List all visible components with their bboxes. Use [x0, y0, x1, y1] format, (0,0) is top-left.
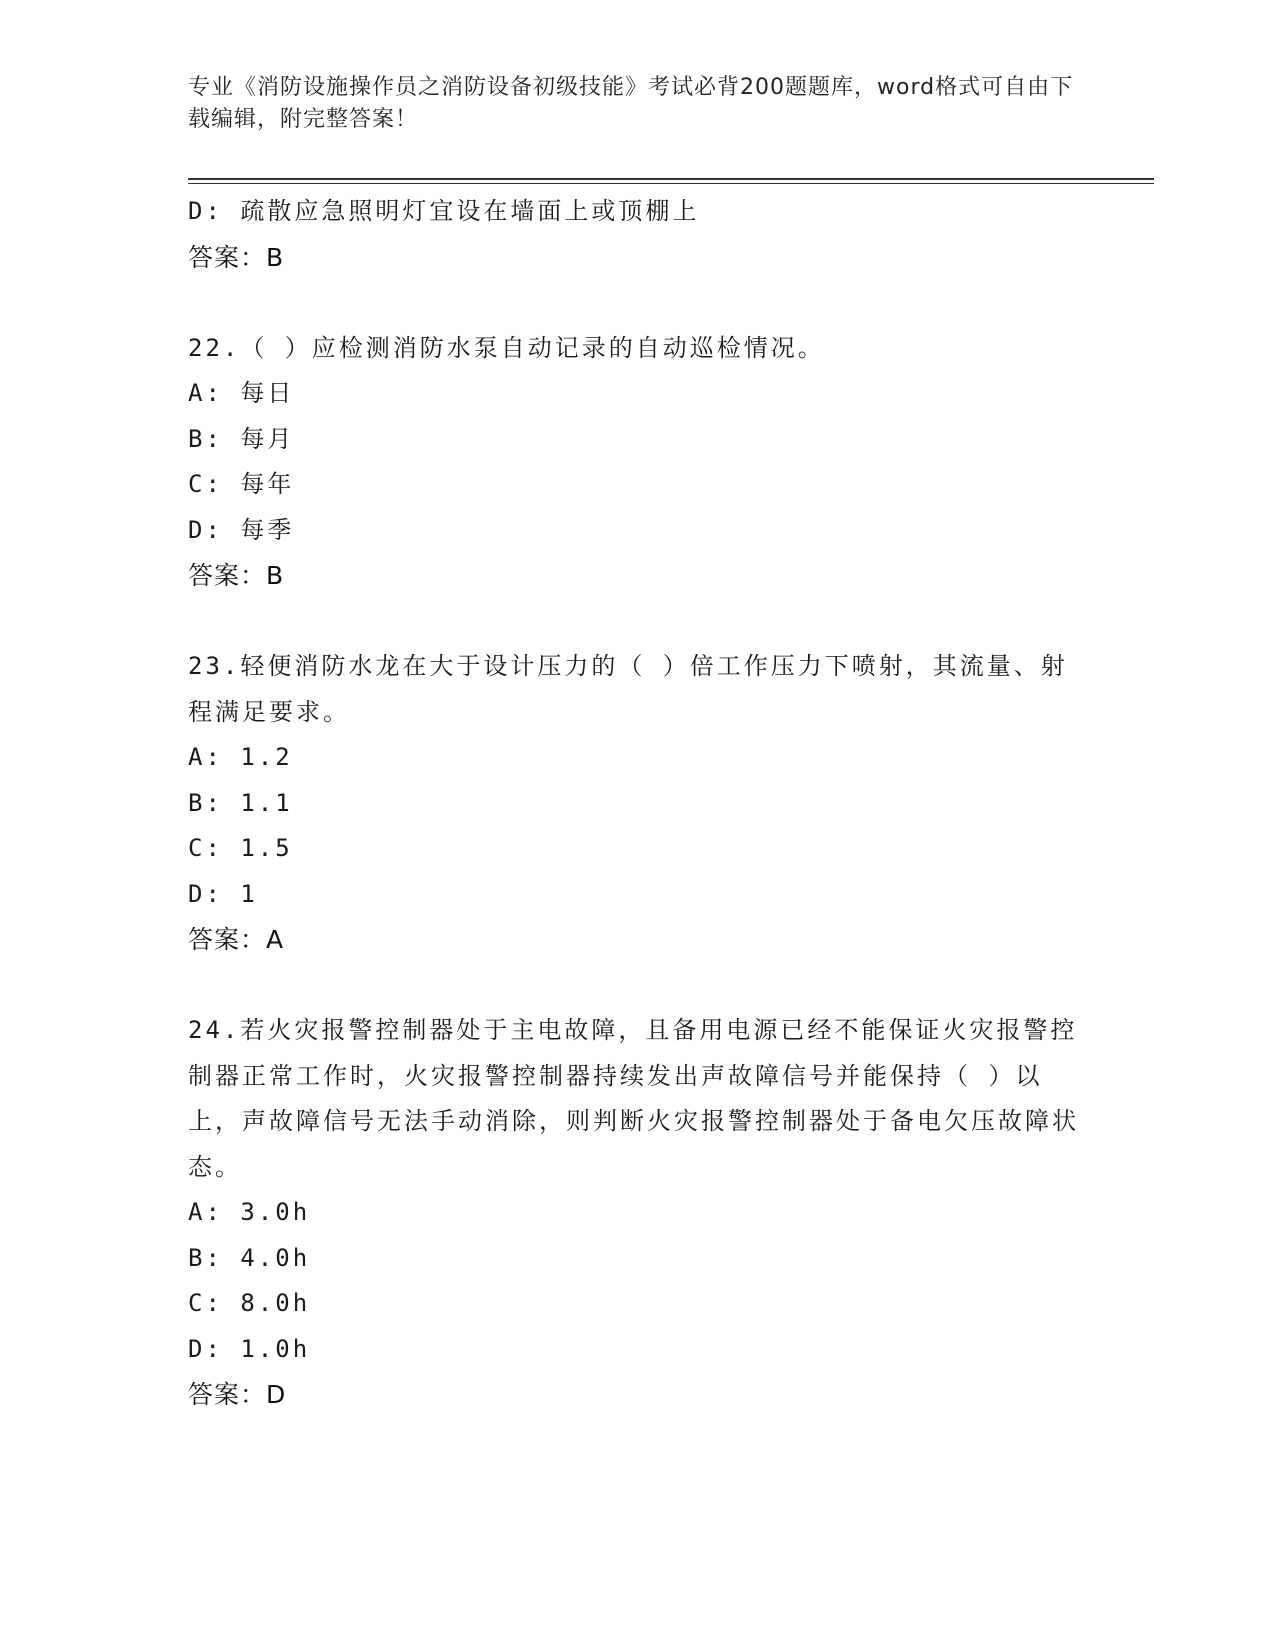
answer: 答案：B — [188, 242, 285, 272]
question-22 — [188, 326, 1088, 599]
header-rule-thin — [188, 183, 1154, 184]
option-a: A: 3.0h — [188, 1198, 311, 1226]
answer: 答案：D — [188, 1380, 287, 1409]
spacer — [188, 963, 1088, 1009]
document-body — [188, 189, 1088, 1418]
option-d: D: 1.0h — [188, 1334, 311, 1363]
spacer — [188, 599, 1088, 645]
option-c: C: 8.0h — [188, 1289, 311, 1317]
question-24 — [188, 1008, 1088, 1418]
option-d: D: 每季 — [188, 515, 295, 544]
spacer — [188, 280, 1088, 326]
question-23 — [188, 644, 1088, 963]
document-header: 专业《消防设施操作员之消防设备初级技能》考试必背200题题库，word格式可自由下载编辑，附完整答案！ — [188, 75, 1074, 132]
option-a: A: 每日 — [188, 379, 295, 407]
option-c: C: 1.5 — [188, 834, 293, 862]
answer: 答案：B — [188, 561, 285, 590]
answer: 答案：A — [188, 925, 285, 954]
option-d: D: 疏散应急照明灯宜设在墙面上或顶棚上 — [188, 197, 700, 225]
option-d: D: 1 — [188, 879, 258, 908]
option-b: B: 每月 — [188, 424, 295, 453]
question-text: 22.（ ）应检测消防水泵自动记录的自动巡检情况。 — [188, 333, 825, 362]
question-text: 24.若火灾报警控制器处于主电故障，且备用电源已经不能保证火灾报警控制器正常工作时，火灾报警控制器持续发出声故障信号并能保持（ ）以上，声故障信号无法手动消除，则判断火灾报警控制器处于备电欠压故障状态。 — [188, 1016, 1079, 1181]
question-text: 23.轻便消防水龙在大于设计压力的（ ）倍工作压力下喷射，其流量、射程满足要求。 — [188, 652, 1068, 726]
option-c: C: 每年 — [188, 470, 295, 498]
option-a: A: 1.2 — [188, 743, 293, 771]
option-b: B: 1.1 — [188, 788, 293, 817]
option-b: B: 4.0h — [188, 1243, 311, 1272]
header-rule-thick — [188, 178, 1154, 180]
